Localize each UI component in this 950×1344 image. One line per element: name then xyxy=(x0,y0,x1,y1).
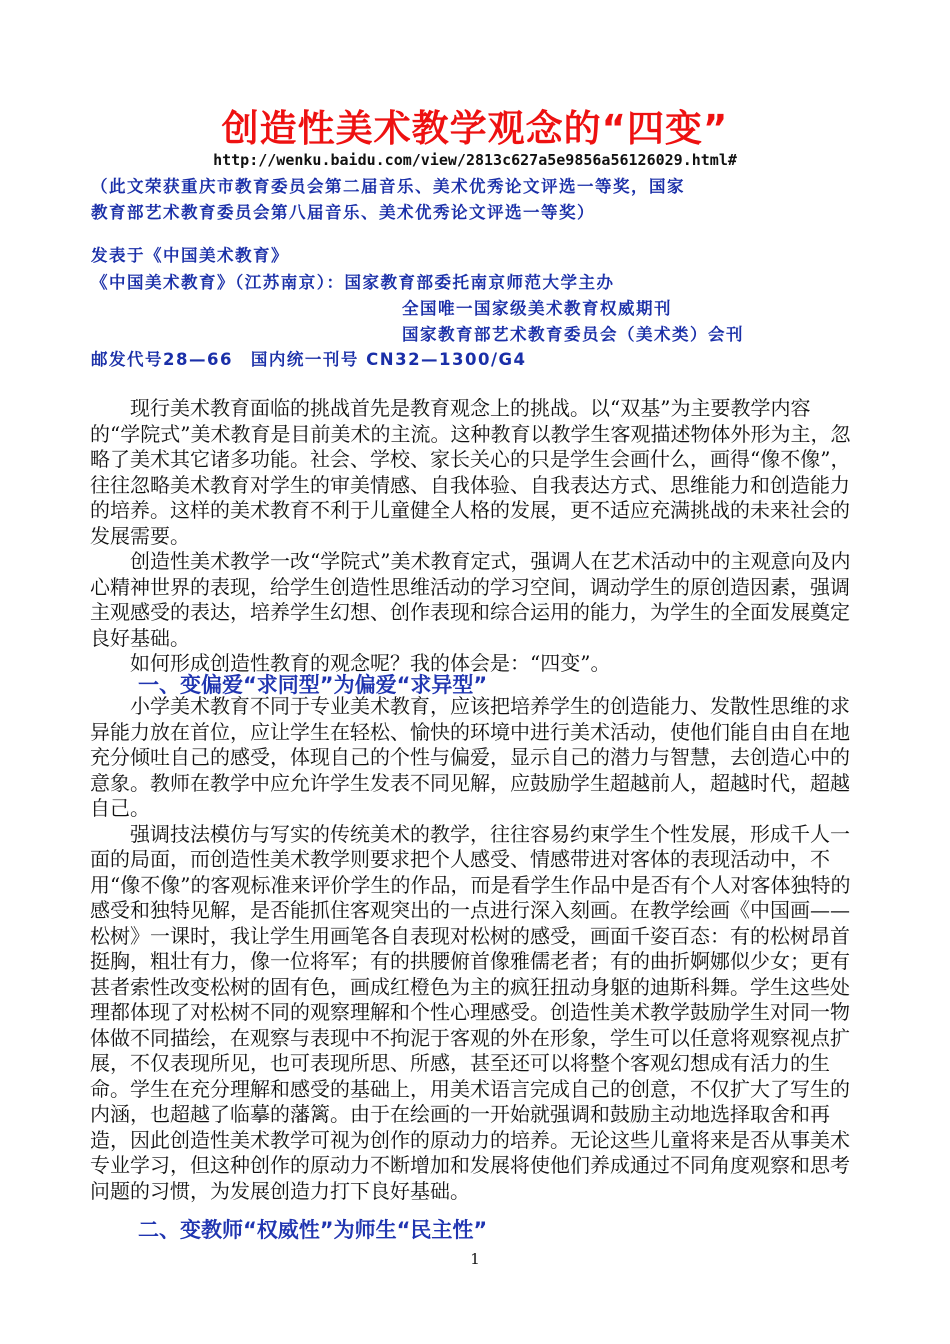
award-note-line-1: （此文荣获重庆市教育委员会第二届音乐、美术优秀论文评选一等奖，国家 xyxy=(91,177,685,196)
paragraph: 小学美术教育不同于专业美术教育，应该把培养学生的创造能力、发散性思维的求异能力放在首位，应让学生在轻松、愉快的环境中进行美术活动，使他们能自由自在地充分倾吐自己的感受，体现自己的个性与偏爱，显示自己的潜力与智慧，去创造心中的意象。教师在教学中应允许学生发表不同见解，应鼓励学生超越前人，超越时代，超越自己。 xyxy=(90,694,850,820)
publish-note: 发表于《中国美术教育》 xyxy=(91,246,289,265)
source-url: http://wenku.baidu.com/view/2813c627a5e9856a56126029.html# xyxy=(213,151,737,169)
postal-code-line: 邮发代号28—66 国内统一刊号 CN32—1300/G4 xyxy=(91,350,527,369)
paragraph: 如何形成创造性教育的观念呢？我的体会是：“四变”。 xyxy=(130,651,611,675)
section-heading-2: 二、变教师“权威性”为师生“民主性” xyxy=(138,1218,488,1242)
journal-affiliation: 国家教育部艺术教育委员会（美术类）会刊 xyxy=(402,325,744,344)
section-1-body xyxy=(90,694,860,1204)
journal-info: 《中国美术教育》（江苏南京）：国家教育部委托南京师范大学主办 xyxy=(91,273,615,292)
section-heading-1: 一、变偏爱“求同型”为偏爱“求异型” xyxy=(138,673,488,697)
paragraph: 创造性美术教学一改“学院式”美术教育定式，强调人在艺术活动中的主观意向及内心精神世界的表现，给学生创造性思维活动的学习空间，调动学生的原创造因素，强调主观感受的表达，培养学生幻想、创作表现和综合运用的能力，为学生的全面发展奠定良好基础。 xyxy=(90,549,851,650)
page-title: 创造性美术教学观念的“四变” xyxy=(221,107,729,150)
journal-description: 全国唯一国家级美术教育权威期刊 xyxy=(402,299,672,318)
paragraph: 强调技法模仿与写实的传统美术的教学，往往容易约束学生个性发展，形成千人一面的局面，而创造性美术教学则要求把个人感受、情感带进对客体的表现活动中，不用“像不像”的客观标准来评价学生的作品，而是看学生作品中是否有个人对客体独特的感受和独特见解，是否能抓住客观突出的一点进行深入刻画。在教学绘画《中国画——松树》一课时，我让学生用画笔各自表现对松树的感受，画面千姿百态：有的松树昂首挺胸，粗壮有力，像一位将军；有的拱腰俯首像雅儒老者；有的曲折婀娜似少女；更有甚者索性改变松树的固有色，画成红橙色为主的疯狂扭动身躯的迪斯科舞。学生这些处理都体现了对松树不同的观察理解和个性心理感受。创造性美术教学鼓励学生对同一物体做不同描绘，在观察与表现中不拘泥于客观的外在形象，学生可以任意将观察视点扩展，不仅表现所见，也可表现所思、所感，甚至还可以将整个客观幻想成有活力的生命。学生在充分理解和感受的基础上，用美术语言完成自己的创意，不仅扩大了写生的内涵，也超越了临摹的藩篱。由于在绘画的一开始就强调和鼓励主动地选择取舍和再造，因此创造性美术教学可视为创作的原动力的培养。无论这些儿童将来是否从事美术专业学习，但这种创作的原动力不断增加和发展将使他们养成通过不同角度观察和思考问题的习惯，为发展创造力打下良好基础。 xyxy=(90,821,851,1203)
intro-section xyxy=(90,396,860,677)
paragraph: 现行美术教育面临的挑战首先是教育观念上的挑战。以“双基”为主要教学内容的“学院式”美术教育是目前美术的主流。这种教育以教学生客观描述物体外形为主，忽略了美术其它诸多功能。社会、学校、家长关心的只是学生会画什么，画得“像不像”，往往忽略美术教育对学生的审美情感、自我体验、自我表达方式、思维能力和创造能力的培养。这样的美术教育不利于儿童健全人格的发展，更不适应充满挑战的未来社会的发展需要。 xyxy=(90,396,851,548)
page-number: 1 xyxy=(470,1250,480,1268)
award-note-line-2: 教育部艺术教育委员会第八届音乐、美术优秀论文评选一等奖） xyxy=(91,203,595,222)
